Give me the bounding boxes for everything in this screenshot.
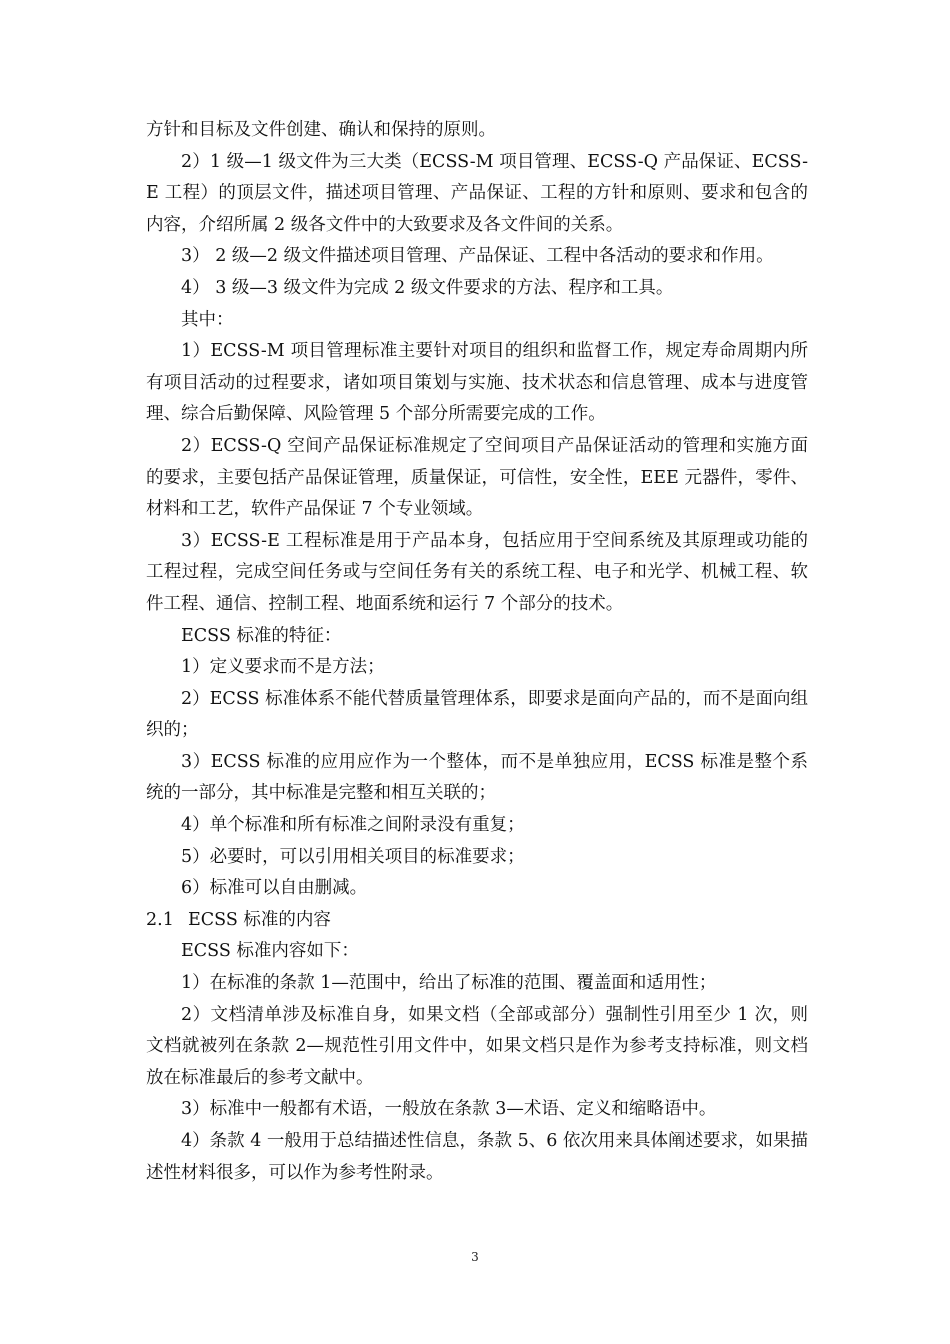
paragraph: 3）ECSS 标准的应用应作为一个整体，而不是单独应用，ECSS 标准是整个系统的一部分，其中标准是完整和相互关联的； [146, 751, 808, 804]
paragraph: 4） 3 级—3 级文件为完成 2 级文件要求的方法、程序和工具。 [181, 277, 674, 298]
paragraph: 5）必要时，可以引用相关项目的标准要求； [181, 846, 525, 867]
section-title: ECSS 标准的内容 [188, 909, 331, 930]
paragraph: 3）ECSS-E 工程标准是用于产品本身，包括应用于空间系统及其原理或功能的工程过程，完成空间任务或与空间任务有关的系统工程、电子和光学、机械工程、软件工程、通信、控制工程、地面系统和运行 7 个部分的技术。 [146, 530, 808, 614]
paragraph: 其中： [181, 309, 234, 330]
paragraph: 2）ECSS-Q 空间产品保证标准规定了空间项目产品保证活动的管理和实施方面的要求，主要包括产品保证管理，质量保证，可信性，安全性，EEE 元器件，零件、材料和工艺，软件产品保证 7 个专业领域。 [146, 435, 808, 520]
paragraph: 3） 2 级—2 级文件描述项目管理、产品保证、工程中各活动的要求和作用。 [181, 246, 774, 267]
page-number: 3 [471, 1250, 479, 1264]
section-heading [146, 905, 808, 937]
paragraph: 方针和目标及文件创建、确认和保持的原则。 [146, 120, 496, 140]
paragraph: 1）在标准的条款 1—范围中，给出了标准的范围、覆盖面和适用性； [181, 973, 717, 994]
paragraph: ECSS 标准的特征： [181, 625, 342, 646]
paragraph: 2）ECSS 标准体系不能代替质量管理体系，即要求是面向产品的，而不是面向组织的； [146, 688, 808, 741]
paragraph: 6）标准可以自由删减。 [181, 878, 368, 899]
paragraph: 4）条款 4 一般用于总结描述性信息，条款 5、6 依次用来具体阐述要求，如果描述性材料很多，可以作为参考性附录。 [146, 1131, 808, 1183]
section-number: 2.1 [146, 909, 174, 930]
paragraph: ECSS 标准内容如下： [181, 941, 359, 962]
paragraph: 1）定义要求而不是方法； [181, 657, 385, 678]
paragraph: 3）标准中一般都有术语，一般放在条款 3—术语、定义和缩略语中。 [181, 1099, 717, 1120]
page-body [146, 115, 808, 1189]
paragraph: 4）单个标准和所有标准之间附录没有重复； [181, 815, 525, 836]
paragraph: 2）文档清单涉及标准自身，如果文档（全部或部分）强制性引用至少 1 次，则文档就被列在条款 2—规范性引用文件中，如果文档只是作为参考支持标准，则文档放在标准最后的参考文献中。 [146, 1004, 808, 1088]
paragraph: 1）ECSS-M 项目管理标准主要针对项目的组织和监督工作，规定寿命周期内所有项目活动的过程要求，诸如项目策划与实施、技术状态和信息管理、成本与进度管理、综合后勤保障、风险管理 5 个部分所需要完成的工作。 [146, 341, 808, 425]
paragraph: 2）1 级—1 级文件为三大类（ECSS-M 项目管理、ECSS-Q 产品保证、ECSS-E 工程）的顶层文件，描述项目管理、产品保证、工程的方针和原则、要求和包含的内容，介绍所属 2 级各文件中的大致要求及各文件间的关系。 [146, 151, 808, 235]
